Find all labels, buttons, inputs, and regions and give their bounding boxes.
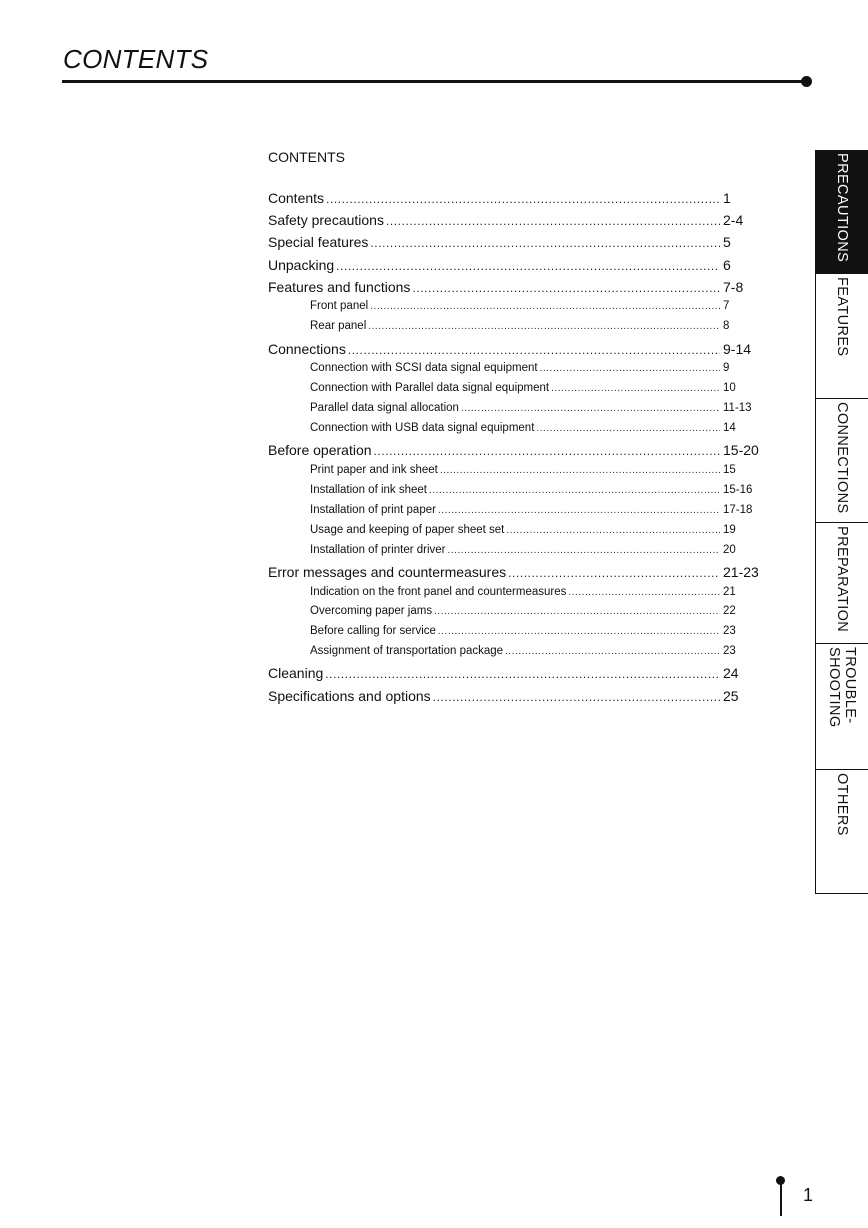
toc-entry-title: Print paper and ink sheet xyxy=(310,464,438,476)
toc-subentry xyxy=(268,464,763,484)
toc-dot-leader xyxy=(448,545,720,556)
toc-subentry xyxy=(268,402,763,422)
toc-dot-leader xyxy=(374,444,720,458)
toc-entry-page: 9-14 xyxy=(723,340,752,357)
footer-rule xyxy=(780,1182,782,1216)
toc-entry-page: 23 xyxy=(723,625,736,638)
toc-dot-leader xyxy=(434,606,720,617)
tab-label: PREPARATION xyxy=(834,526,850,633)
tab-preparation[interactable] xyxy=(815,523,868,644)
toc-entry-title: Front panel xyxy=(310,300,369,313)
toc-subentry xyxy=(268,422,763,442)
toc-entry-page: 7-8 xyxy=(723,278,744,295)
toc-dot-leader xyxy=(325,667,720,681)
toc-entry xyxy=(268,257,763,279)
toc-subentry xyxy=(268,544,763,564)
toc-entry xyxy=(268,279,763,301)
toc-entry-title: Specifications and options xyxy=(268,687,431,704)
header-rule xyxy=(62,80,806,83)
toc-entry-title: Features and functions xyxy=(268,278,411,295)
toc-subentry xyxy=(268,504,763,524)
toc-entry-title: Installation of print paper xyxy=(310,503,436,516)
toc-entry-page: 14 xyxy=(723,422,736,435)
section-tabs xyxy=(815,150,868,894)
table-of-contents xyxy=(268,190,763,709)
toc-dot-leader xyxy=(386,214,720,228)
toc-subentry xyxy=(268,605,763,625)
toc-dot-leader xyxy=(326,192,720,206)
toc-subentry xyxy=(268,586,763,606)
toc-dot-leader xyxy=(568,587,720,598)
toc-entry-title: Connections xyxy=(268,340,346,357)
toc-entry-title: Contents xyxy=(268,190,325,207)
toc-entry-page: 10 xyxy=(723,382,736,395)
toc-dot-leader xyxy=(368,321,720,332)
toc-entry-page: 25 xyxy=(723,687,739,704)
tab-label: FEATURES xyxy=(834,277,850,357)
toc-entry-title: Before operation xyxy=(268,442,372,459)
toc-entry-page: 17-18 xyxy=(723,503,753,516)
tab-trouble-shooting[interactable] xyxy=(815,644,868,770)
toc-dot-leader xyxy=(433,690,720,704)
toc-entry-title: Parallel data signal allocation xyxy=(310,402,459,415)
toc-entry-title: Unpacking xyxy=(268,256,335,273)
toc-subentry xyxy=(268,382,763,402)
toc-entry-page: 6 xyxy=(723,256,731,273)
toc-entry-page: 23 xyxy=(723,645,736,658)
toc-subentry xyxy=(268,524,763,544)
page-title: CONTENTS xyxy=(63,44,209,74)
toc-entry-page: 2-4 xyxy=(723,212,744,229)
tab-features[interactable] xyxy=(815,274,868,399)
toc-entry xyxy=(268,190,763,212)
toc-entry xyxy=(268,688,763,710)
tab-label: OTHERS xyxy=(834,773,850,836)
toc-entry-title: Connection with Parallel data signal equipment xyxy=(310,382,550,395)
toc-dot-leader xyxy=(505,646,720,657)
toc-subentry xyxy=(268,320,763,340)
toc-dot-leader xyxy=(536,423,720,434)
toc-dot-leader xyxy=(540,363,720,374)
toc-entry xyxy=(268,341,763,363)
tab-connections[interactable] xyxy=(815,399,868,523)
toc-entry xyxy=(268,665,763,687)
toc-entry-title: Assignment of transportation package xyxy=(310,645,504,658)
toc-entry xyxy=(268,212,763,234)
toc-entry-page: 9 xyxy=(723,362,730,375)
toc-entry-page: 20 xyxy=(723,543,736,556)
page-number: 1 xyxy=(803,1185,814,1205)
toc-entry-title: Connection with USB data signal equipment xyxy=(310,422,535,435)
tab-precautions[interactable] xyxy=(815,150,868,274)
toc-subentry xyxy=(268,300,763,320)
toc-entry-page: 15 xyxy=(723,464,736,476)
toc-entry xyxy=(268,234,763,256)
toc-dot-leader xyxy=(348,343,720,357)
toc-dot-leader xyxy=(438,505,720,516)
toc-entry-title: Error messages and countermeasures xyxy=(268,563,507,580)
header-rule-end-dot xyxy=(801,76,812,87)
toc-entry-page: 19 xyxy=(723,523,736,536)
toc-dot-leader xyxy=(336,259,720,273)
toc-entry-title: Special features xyxy=(268,234,369,251)
toc-dot-leader xyxy=(370,301,720,312)
toc-entry-title: Overcoming paper jams xyxy=(310,605,433,618)
tab-label: CONNECTIONS xyxy=(834,402,850,514)
toc-subentry xyxy=(268,484,763,504)
toc-entry-title: Usage and keeping of paper sheet set xyxy=(310,523,505,536)
toc-dot-leader xyxy=(370,236,720,250)
toc-entry-title: Installation of ink sheet xyxy=(310,483,427,496)
toc-entry-page: 1 xyxy=(723,190,731,207)
toc-dot-leader xyxy=(461,403,720,414)
toc-entry-page: 11-13 xyxy=(723,402,752,415)
toc-entry-page: 15-16 xyxy=(723,483,753,496)
toc-dot-leader xyxy=(506,525,720,536)
tab-others[interactable] xyxy=(815,770,868,894)
toc-subentry xyxy=(268,362,763,382)
toc-entry-title: Safety precautions xyxy=(268,212,384,229)
toc-entry-page: 8 xyxy=(723,320,730,333)
toc-entry-page: 5 xyxy=(723,234,731,251)
toc-entry-title: Rear panel xyxy=(310,320,367,333)
toc-dot-leader xyxy=(429,485,720,496)
toc-entry-page: 22 xyxy=(723,605,736,618)
toc-entry-title: Connection with SCSI data signal equipment xyxy=(310,362,538,375)
toc-subentry xyxy=(268,645,763,665)
tab-label: TROUBLE- SHOOTING xyxy=(826,647,858,728)
toc-entry xyxy=(268,442,763,464)
toc-dot-leader xyxy=(508,566,720,580)
toc-entry-page: 7 xyxy=(723,300,730,313)
toc-entry-title: Before calling for service xyxy=(310,625,436,638)
toc-dot-leader xyxy=(551,383,720,394)
toc-dot-leader xyxy=(412,281,720,295)
toc-entry-title: Indication on the front panel and countermeasures xyxy=(310,585,567,598)
toc-entry-page: 21 xyxy=(723,585,736,598)
toc-entry-page: 15-20 xyxy=(723,442,759,459)
toc-heading: CONTENTS xyxy=(268,149,345,165)
toc-dot-leader xyxy=(440,465,720,476)
tab-label: PRECAUTIONS xyxy=(834,153,850,263)
toc-entry xyxy=(268,564,763,586)
toc-entry-title: Cleaning xyxy=(268,665,324,682)
toc-entry-page: 24 xyxy=(723,665,739,682)
toc-dot-leader xyxy=(438,626,720,637)
toc-subentry xyxy=(268,625,763,645)
toc-entry-page: 21-23 xyxy=(723,563,759,580)
toc-entry-title: Installation of printer driver xyxy=(310,543,446,556)
